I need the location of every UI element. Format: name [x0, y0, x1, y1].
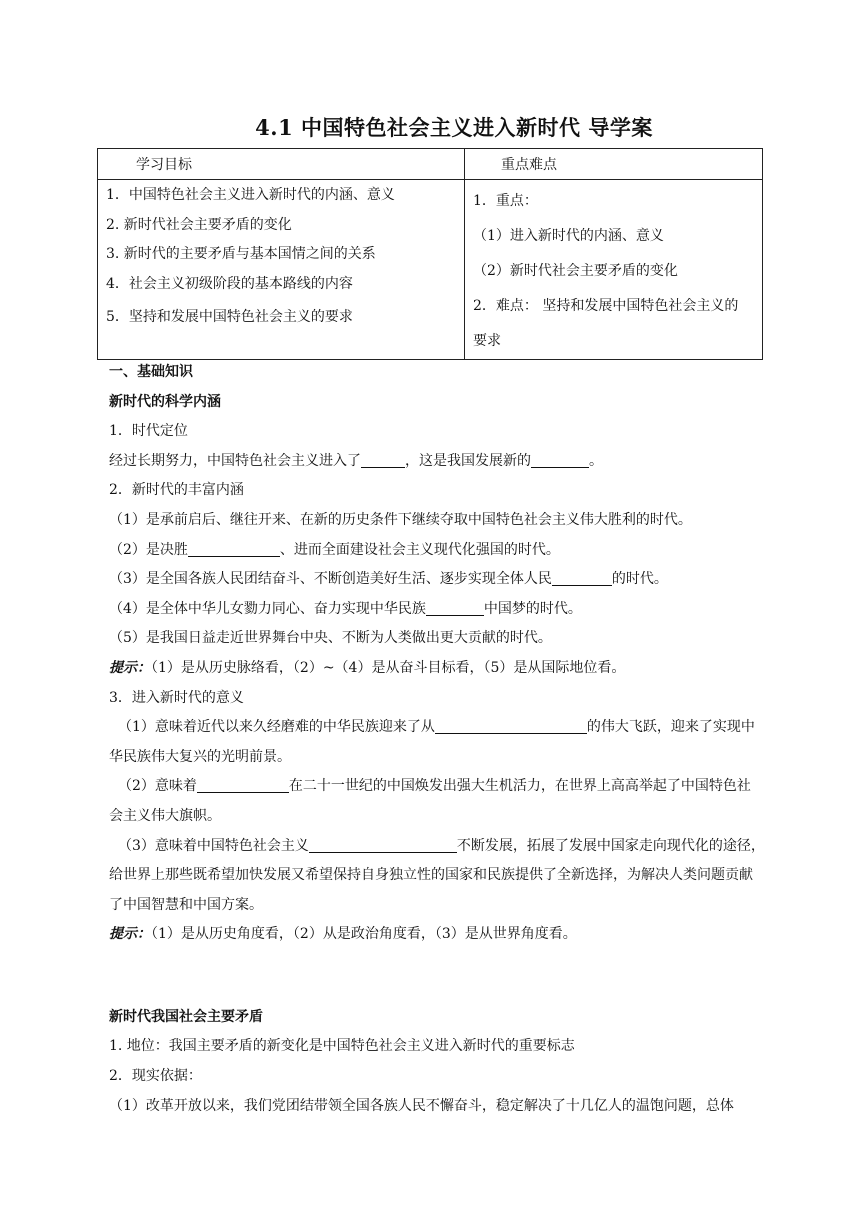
- objectives-cell: [98, 180, 465, 360]
- key-point-item: 1．重点：: [473, 193, 538, 209]
- table-body-row: [98, 180, 763, 360]
- paragraph: （1）是承前启后、继往开来、在新的历史条件下继续夺取中国特色社会主义伟大胜利的时代。: [109, 511, 692, 528]
- fill-in-paragraph: [109, 713, 789, 743]
- paragraph: 2．新时代的丰富内涵: [109, 482, 244, 499]
- objective-item: 2. 新时代社会主要矛盾的变化: [106, 216, 292, 233]
- paragraph: 2．现实依据：: [109, 1068, 202, 1085]
- paragraph: 会主义伟大旗帜。: [109, 807, 221, 824]
- blank-line[interactable]: [197, 776, 289, 793]
- blank-line[interactable]: [426, 599, 484, 616]
- blank-line[interactable]: [552, 569, 612, 586]
- table-header-row: [98, 149, 763, 180]
- paragraph: 1．时代定位: [109, 423, 188, 440]
- paragraph: 了中国智慧和中国方案。: [109, 896, 263, 913]
- paragraph: 3．进入新时代的意义: [109, 689, 244, 706]
- paragraph: （1）改革开放以来，我们党团结带领全国各族人民不懈奋斗，稳定解决了十几亿人的温饱问题，总体: [109, 1097, 734, 1114]
- hint-text: （1）是从历史角度看，（2）从是政治角度看，（3）是从世界角度看。: [151, 926, 577, 943]
- text: 。: [589, 452, 603, 469]
- hint-label: 提示：: [109, 659, 151, 676]
- text: ，这是我国发展新的: [405, 452, 531, 469]
- text: （2）意味着: [118, 778, 197, 795]
- text: （3）意味着中国特色社会主义: [118, 837, 309, 854]
- hint-line: [109, 920, 789, 950]
- text: （1）意味着近代以来久经磨难的中华民族迎来了从: [118, 719, 435, 736]
- key-points-cell: [465, 180, 763, 360]
- page-title: 4.1 中国特色社会主义进入新时代 导学案: [255, 115, 653, 140]
- subsection-heading: 新时代的科学内涵: [109, 393, 221, 410]
- text: 的伟大飞跃，迎来了实现中: [586, 719, 755, 736]
- key-point-item: 要求: [473, 333, 501, 349]
- text: 不断发展，拓展了发展中国家走向现代化的途径，: [456, 837, 765, 854]
- objective-item: 3. 新时代的主要矛盾与基本国情之间的关系: [106, 246, 376, 262]
- header-cell-objectives: [98, 149, 465, 180]
- text: 中国梦的时代。: [483, 600, 582, 617]
- fill-in-paragraph: [109, 772, 789, 802]
- hint-label: 提示：: [109, 926, 151, 943]
- key-point-item: 2．难点： 坚持和发展中国特色社会主义的: [473, 298, 739, 314]
- text: 的时代。: [611, 571, 668, 588]
- blank-line[interactable]: [188, 540, 280, 557]
- document-body: [109, 358, 789, 1121]
- text: 经过长期努力，中国特色社会主义进入了: [109, 452, 361, 469]
- blank-line[interactable]: [361, 451, 405, 468]
- key-point-item: （1）进入新时代的内涵、意义: [473, 228, 664, 244]
- text: （2）是决胜: [109, 541, 188, 558]
- blank-line[interactable]: [435, 717, 587, 734]
- header-objectives: 学习目标: [136, 157, 192, 173]
- objective-item: 5．坚持和发展中国特色社会主义的要求: [106, 309, 353, 325]
- objective-item: 4．社会主义初级阶段的基本路线的内容: [106, 275, 353, 292]
- hint-line: [109, 654, 789, 684]
- fill-in-paragraph: [109, 536, 789, 566]
- paragraph: 给世界上那些既希望加快发展又希望保持自身独立性的国家和民族提供了全新选择，为解决人类问题贡献: [109, 867, 753, 884]
- objectives-table: [97, 148, 763, 360]
- key-point-item: （2）新时代社会主要矛盾的变化: [473, 263, 678, 279]
- paragraph: 1. 地位：我国主要矛盾的新变化是中国特色社会主义进入新时代的重要标志: [109, 1038, 575, 1055]
- text: （4）是全体中华儿女勠力同心、奋力实现中华民族: [109, 600, 426, 617]
- fill-in-paragraph: [109, 595, 789, 625]
- header-key-points: 重点难点: [501, 157, 557, 173]
- paragraph: （5）是我国日益走近世界舞台中央、不断为人类做出更大贡献的时代。: [109, 630, 552, 647]
- paragraph: 华民族伟大复兴的光明前景。: [109, 748, 291, 765]
- fill-in-paragraph: [109, 565, 789, 595]
- header-cell-key-points: [465, 149, 763, 180]
- text: 、进而全面建设社会主义现代化强国的时代。: [279, 541, 560, 558]
- fill-in-paragraph: [109, 447, 789, 477]
- fill-in-paragraph: [109, 832, 789, 862]
- spacer: [109, 950, 789, 1003]
- hint-text: （1）是从历史脉络看，（2）~（4）是从奋斗目标看，（5）是从国际地位看。: [151, 659, 626, 676]
- section-heading: 一、基础知识: [109, 364, 193, 380]
- text: （3）是全国各族人民团结奋斗、不断创造美好生活、逐步实现全体人民: [109, 571, 552, 588]
- blank-line[interactable]: [309, 836, 457, 853]
- text: 在二十一世纪的中国焕发出强大生机活力，在世界上高高举起了中国特色社: [288, 778, 751, 795]
- objective-item: 1．中国特色社会主义进入新时代的内涵、意义: [106, 187, 395, 203]
- blank-line[interactable]: [531, 451, 589, 468]
- subsection-heading: 新时代我国社会主要矛盾: [109, 1008, 263, 1025]
